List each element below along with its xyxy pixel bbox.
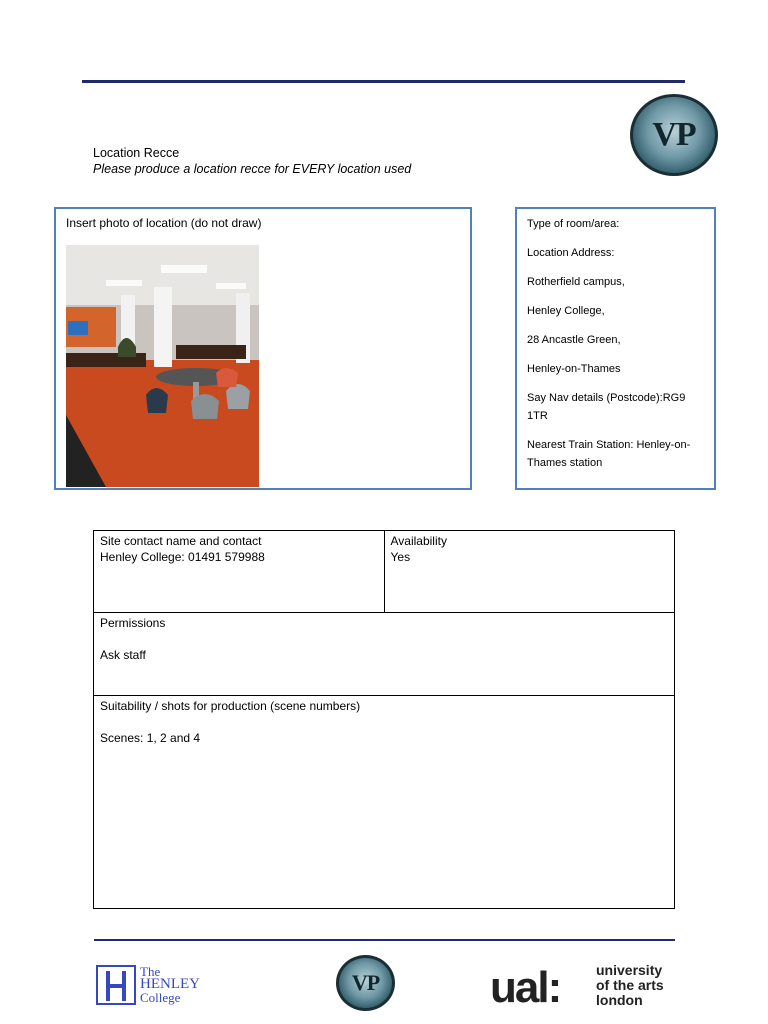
address-line-4: Henley-on-Thames: [527, 363, 621, 375]
address-line-3: 28 Ancastle Green,: [527, 334, 621, 346]
suitability-cell: [94, 696, 675, 909]
site-contact-cell: [94, 531, 385, 613]
ual-word-3: london: [596, 992, 643, 1008]
henley-logo-the: The: [140, 964, 161, 979]
availability-label: Availability: [390, 534, 447, 548]
address-line-1: Rotherfield campus,: [527, 276, 625, 288]
recce-details-table: [93, 530, 675, 909]
photo-panel-label: Insert photo of location (do not draw): [66, 216, 262, 230]
page-title: Location Recce: [93, 146, 180, 160]
henley-logo-college: College: [140, 990, 181, 1005]
site-contact-label: Site contact name and contact: [100, 534, 262, 548]
vp-footer-logo: [336, 955, 395, 1011]
top-rule: [82, 80, 685, 83]
ual-word-1: university: [596, 962, 663, 978]
location-details-panel: [515, 207, 716, 490]
henley-logo-name: HENLEY: [140, 976, 200, 992]
ual-word-2: of the arts: [596, 977, 664, 993]
site-contact-value: Henley College: 01491 579988: [100, 550, 265, 564]
availability-cell: [384, 531, 675, 613]
suitability-value: Scenes: 1, 2 and 4: [100, 731, 201, 745]
availability-value: Yes: [390, 550, 411, 564]
henley-crest-icon: [96, 965, 136, 1005]
permissions-value: Ask staff: [100, 648, 146, 662]
henley-college-logo: [96, 965, 206, 1007]
address-label: Location Address:: [527, 247, 615, 259]
page-heading: [93, 145, 411, 177]
photo-panel: [54, 207, 472, 490]
satnav-postcode: Say Nav details (Postcode):RG9 1TR: [527, 392, 686, 422]
address-line-2: Henley College,: [527, 305, 605, 317]
footer-rule: [94, 939, 675, 941]
room-type-label: Type of room/area:: [527, 218, 620, 230]
vp-logo-text: VP: [652, 116, 696, 153]
vp-logo: [630, 94, 718, 176]
page-subtitle: Please produce a location recce for EVERY location used: [93, 162, 412, 176]
suitability-label: Suitability / shots for production (scene numbers): [100, 699, 361, 713]
vp-footer-logo-text: VP: [351, 970, 380, 995]
nearest-train-station: Nearest Train Station: Henley-on-Thames station: [527, 439, 691, 469]
ual-logo: [490, 962, 680, 1012]
permissions-label: Permissions: [100, 616, 166, 630]
permissions-cell: [94, 613, 675, 696]
location-photo: [66, 245, 259, 487]
ual-mark: ual:: [490, 963, 561, 1012]
